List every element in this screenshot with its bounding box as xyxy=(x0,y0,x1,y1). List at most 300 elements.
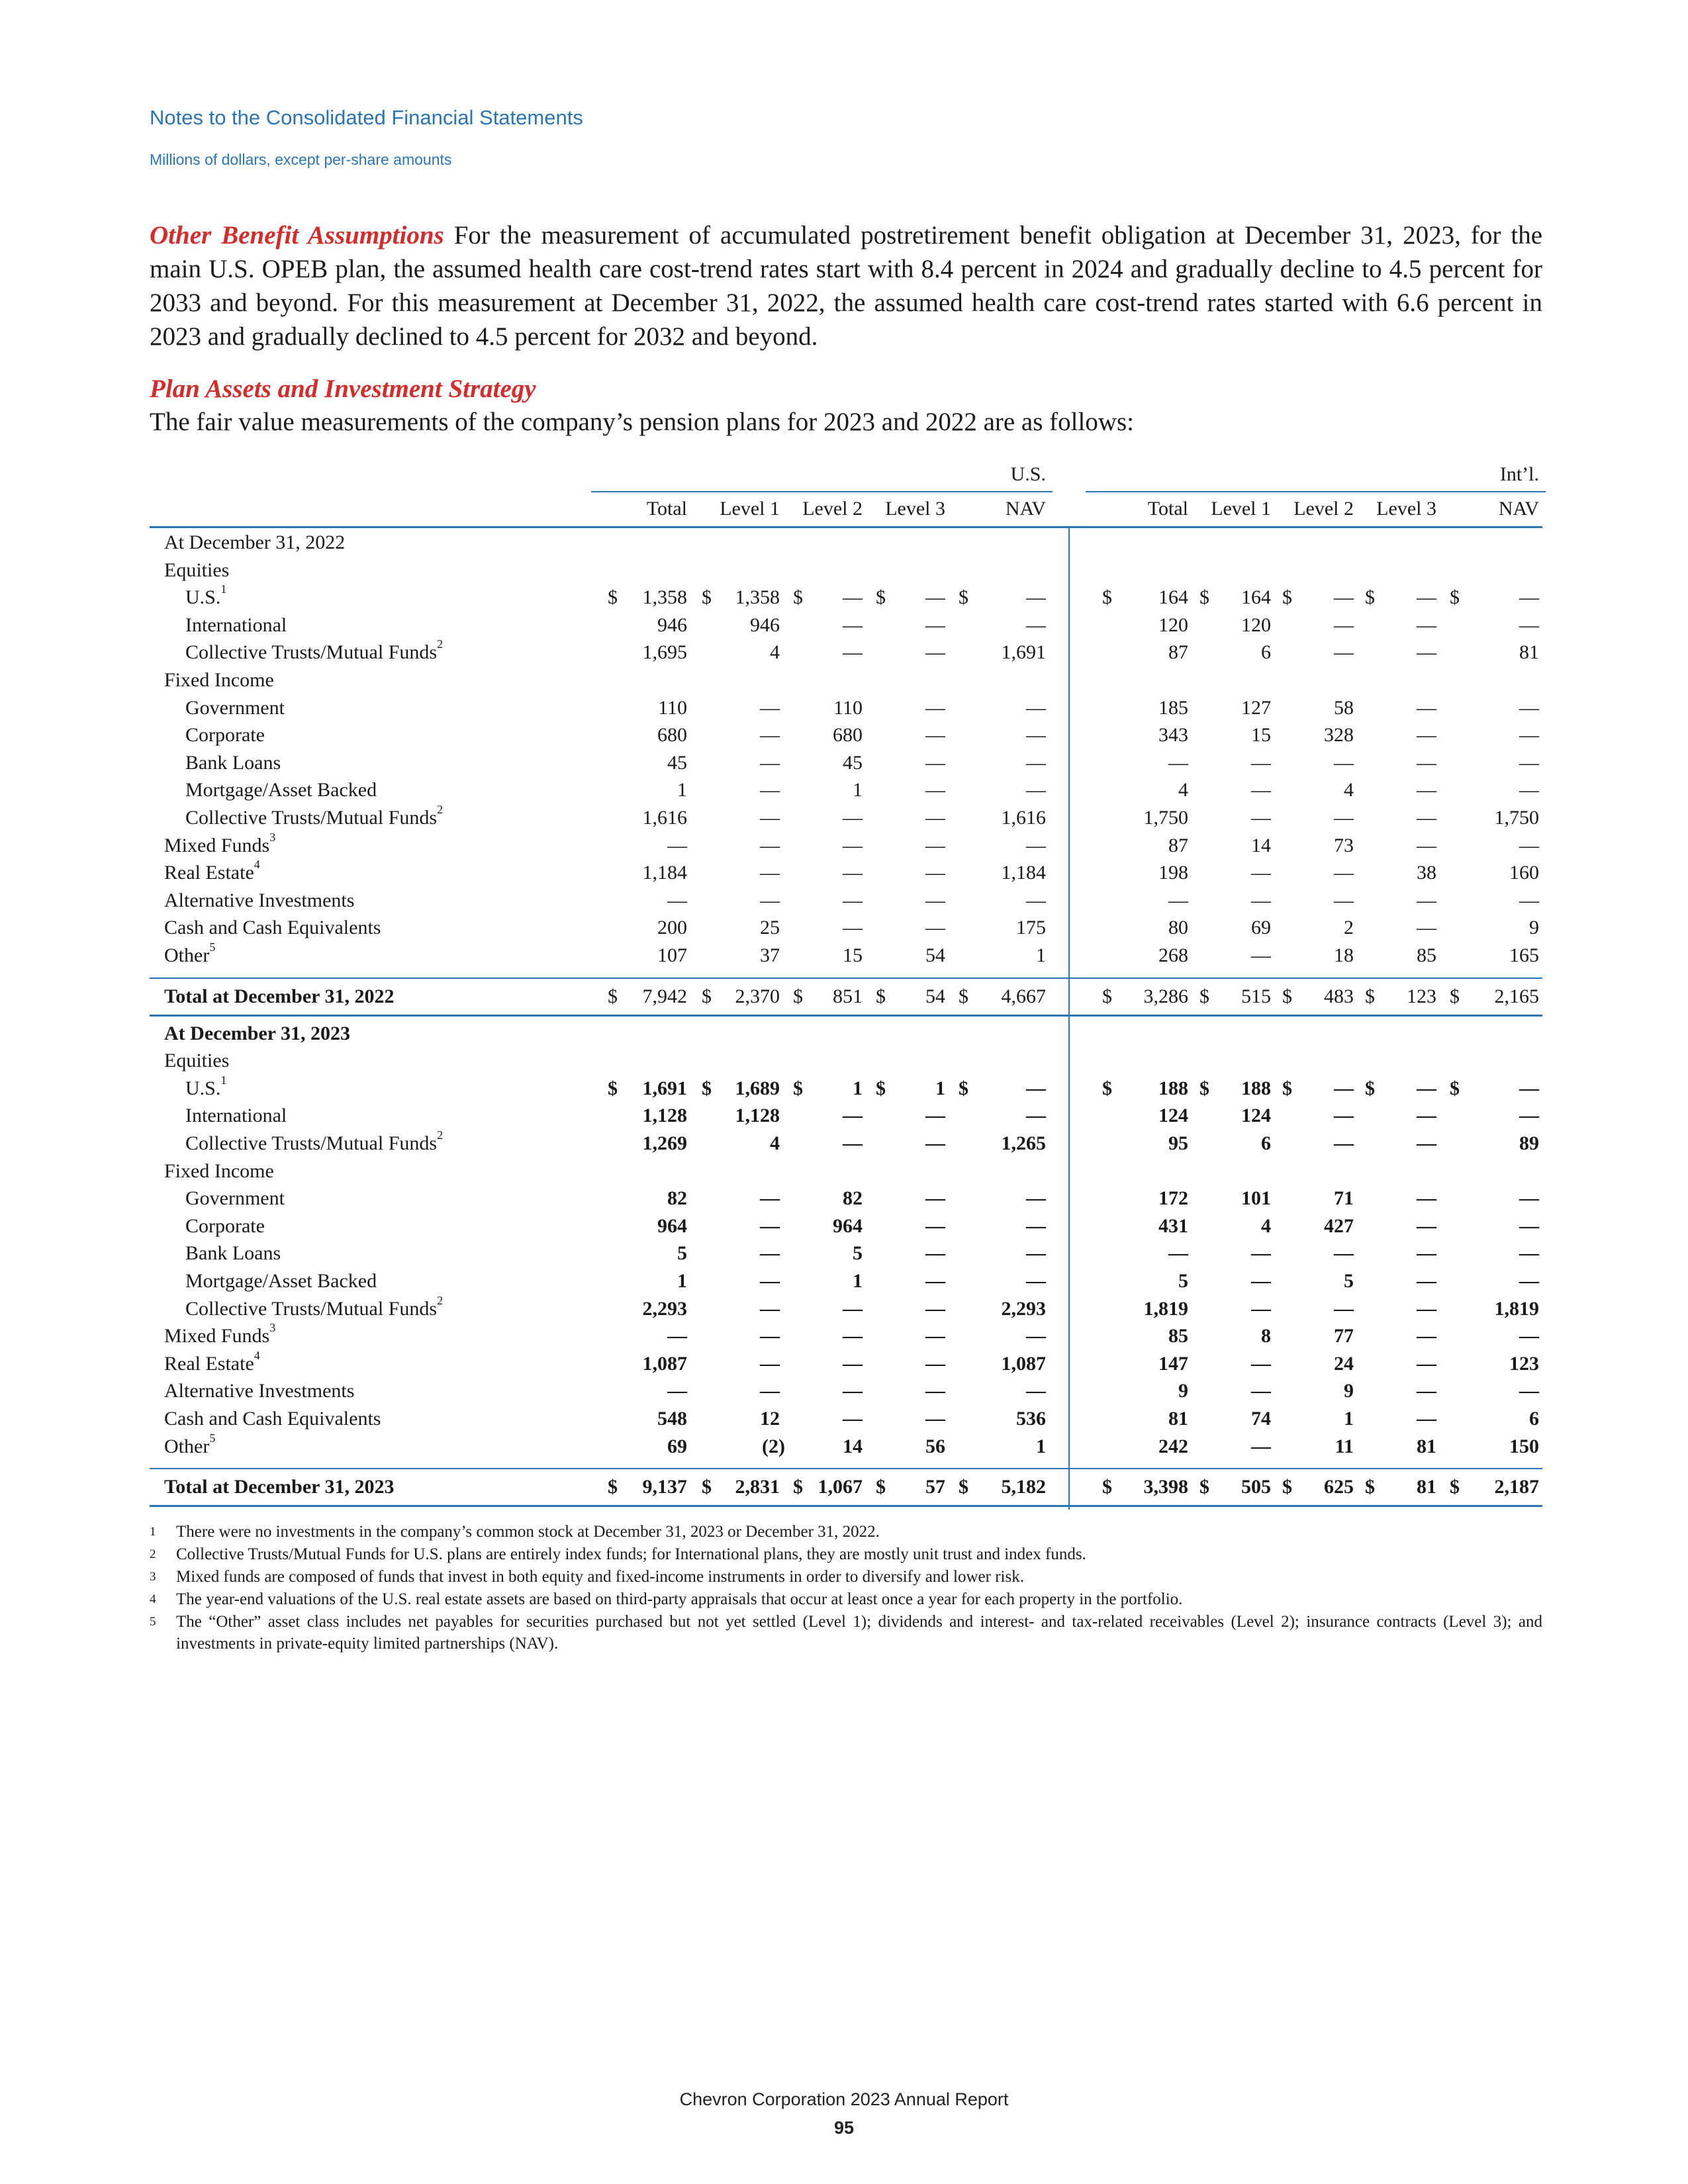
footnote-ref: 2 xyxy=(437,1128,444,1142)
table-cell: 3,398 xyxy=(1143,1476,1188,1498)
row-label xyxy=(164,917,381,939)
total-rule-bottom xyxy=(150,1015,1542,1017)
table-cell: 5 xyxy=(677,1242,687,1265)
table-cell: 81 xyxy=(1168,1408,1188,1430)
table-cell: 1 xyxy=(677,779,687,801)
row-label xyxy=(164,1348,260,1375)
table-cell: — xyxy=(1417,1380,1436,1402)
table-cell: — xyxy=(1026,1380,1046,1402)
table-cell: — xyxy=(1417,614,1436,636)
row-label-text: U.S. xyxy=(185,586,221,609)
table-cell: 1,691 xyxy=(642,1077,687,1099)
table-cell: — xyxy=(1334,586,1354,609)
table-cell: 343 xyxy=(1158,724,1188,747)
table-cell: — xyxy=(1026,1270,1046,1292)
dollar-sign: $ xyxy=(959,586,968,609)
table-cell: 328 xyxy=(1324,724,1354,747)
table-cell: 82 xyxy=(667,1187,687,1210)
table-cell: 9 xyxy=(1529,917,1539,939)
table-cell: (2) xyxy=(762,1435,785,1457)
table-cell: — xyxy=(925,1242,945,1265)
table-cell: — xyxy=(925,1187,945,1210)
table-cell: — xyxy=(843,614,863,636)
table-cell: — xyxy=(843,586,863,609)
dollar-sign: $ xyxy=(608,1077,618,1099)
row-label xyxy=(185,724,265,747)
table-cell: 1 xyxy=(935,1077,945,1099)
row-label-text: Cash and Cash Equivalents xyxy=(164,1408,381,1430)
table-cell: — xyxy=(1519,1380,1539,1402)
table-cell: — xyxy=(843,1380,863,1402)
table-cell: 1,750 xyxy=(1494,807,1539,829)
row-label-text: U.S. xyxy=(185,1077,221,1099)
header-rule xyxy=(150,526,1542,528)
dollar-sign: $ xyxy=(1450,1077,1460,1099)
table-cell: 110 xyxy=(658,696,687,719)
table-cell: — xyxy=(1417,1297,1436,1320)
units-note: Millions of dollars, except per-share amounts xyxy=(150,151,452,168)
footnote-ref: 3 xyxy=(269,1321,276,1335)
table-cell: 1 xyxy=(1036,1435,1046,1457)
table-cell: — xyxy=(925,834,945,856)
footnote-ref: 5 xyxy=(209,1431,216,1445)
table-cell: — xyxy=(760,1325,780,1347)
table-cell: 185 xyxy=(1158,696,1188,719)
group-divider xyxy=(1068,527,1070,1510)
table-cell: — xyxy=(1519,586,1539,609)
table-cell: 1 xyxy=(1036,944,1046,966)
row-label xyxy=(185,637,444,664)
row-label xyxy=(185,614,287,637)
table-cell: — xyxy=(760,1187,780,1210)
row-label-text: Other xyxy=(164,944,210,966)
row-label xyxy=(164,531,345,554)
table-cell: 9,137 xyxy=(642,1476,687,1498)
dollar-sign: $ xyxy=(1102,1476,1112,1498)
footnote xyxy=(150,1611,1542,1655)
table-cell: 431 xyxy=(1158,1214,1188,1237)
table-cell: 147 xyxy=(1158,1352,1188,1375)
table-cell: — xyxy=(760,1242,780,1265)
dollar-sign: $ xyxy=(793,586,803,609)
table-cell: — xyxy=(1519,1242,1539,1265)
footnote-ref: 4 xyxy=(254,1348,260,1362)
footnote xyxy=(150,1521,1542,1543)
footnote-number: 5 xyxy=(150,1615,156,1629)
table-cell: 123 xyxy=(1407,985,1436,1007)
column-header: Total xyxy=(646,498,687,520)
table-cell: 4,667 xyxy=(1001,985,1046,1007)
table-cell: — xyxy=(760,834,780,856)
row-label xyxy=(185,803,444,829)
table-cell: — xyxy=(1417,1325,1436,1347)
dollar-sign: $ xyxy=(1282,1077,1292,1099)
table-cell: 165 xyxy=(1509,944,1539,966)
table-cell: 127 xyxy=(1241,696,1271,719)
table-cell: 172 xyxy=(1158,1187,1188,1210)
table-cell: — xyxy=(1026,779,1046,801)
table-cell: 9 xyxy=(1344,1380,1354,1402)
table-cell: — xyxy=(925,586,945,609)
row-label-text: Cash and Cash Equivalents xyxy=(164,917,381,939)
table-cell: — xyxy=(925,889,945,911)
table-cell: 160 xyxy=(1509,862,1539,884)
table-cell: — xyxy=(1334,1132,1354,1154)
table-cell: — xyxy=(1519,1270,1539,1292)
table-cell: — xyxy=(843,917,863,939)
table-cell: 1,695 xyxy=(642,641,687,664)
row-label xyxy=(185,752,281,774)
table-cell: 680 xyxy=(833,724,863,747)
dollar-sign: $ xyxy=(1365,985,1375,1007)
table-cell: — xyxy=(1519,1077,1539,1099)
table-cell: — xyxy=(925,862,945,884)
table-cell: — xyxy=(1417,1132,1436,1154)
row-label-text: Government xyxy=(185,1187,285,1210)
table-cell: 946 xyxy=(657,614,687,636)
footnote-number: 4 xyxy=(150,1592,156,1606)
row-label-text: Fixed Income xyxy=(164,1160,274,1182)
plan-assets-heading: Plan Assets and Investment Strategy xyxy=(150,375,536,403)
table-cell: — xyxy=(760,1297,780,1320)
dollar-sign: $ xyxy=(1102,1077,1112,1099)
table-cell: 1,691 xyxy=(1001,641,1046,664)
table-cell: 77 xyxy=(1334,1325,1354,1347)
table-cell: 54 xyxy=(925,944,945,966)
table-cell: — xyxy=(1334,1297,1354,1320)
table-cell: — xyxy=(760,696,780,719)
row-label-text: Fixed Income xyxy=(164,669,274,691)
table-cell: — xyxy=(925,1352,945,1375)
table-cell: — xyxy=(1334,1242,1354,1265)
row-label-text: Collective Trusts/Mutual Funds xyxy=(185,1132,438,1154)
dollar-sign: $ xyxy=(1199,586,1209,609)
table-cell: — xyxy=(925,1297,945,1320)
table-cell: 101 xyxy=(1241,1187,1271,1210)
footnote-ref: 1 xyxy=(220,1073,227,1087)
table-cell: — xyxy=(925,1132,945,1154)
dollar-sign: $ xyxy=(959,985,968,1007)
total-row-label xyxy=(164,985,394,1008)
row-label-text: Equities xyxy=(164,559,230,581)
table-cell: — xyxy=(760,724,780,747)
table-cell: — xyxy=(1251,944,1271,966)
dollar-sign: $ xyxy=(1365,1077,1375,1099)
table-cell: 1,358 xyxy=(735,586,780,609)
row-label xyxy=(185,1293,444,1320)
table-cell: — xyxy=(1417,1408,1436,1430)
table-cell: — xyxy=(1417,1187,1436,1210)
table-cell: — xyxy=(1251,779,1271,801)
table-cell: 87 xyxy=(1168,641,1188,664)
table-cell: — xyxy=(1026,614,1046,636)
table-cell: — xyxy=(1026,1325,1046,1347)
group-header-intl: Int’l. xyxy=(1499,463,1539,485)
table-cell: — xyxy=(1334,641,1354,664)
column-header: NAV xyxy=(1005,498,1046,520)
footnote xyxy=(150,1543,1542,1565)
row-label xyxy=(164,669,274,692)
row-label xyxy=(185,1128,444,1155)
table-cell: — xyxy=(667,889,687,911)
table-cell: 5 xyxy=(853,1242,863,1265)
table-cell: 4 xyxy=(770,1132,780,1154)
table-cell: — xyxy=(667,834,687,856)
dollar-sign: $ xyxy=(1365,1476,1375,1498)
table-cell: 2,370 xyxy=(735,985,780,1007)
table-cell: — xyxy=(1417,1077,1436,1099)
dollar-sign: $ xyxy=(1282,985,1292,1007)
table-cell: 188 xyxy=(1241,1077,1271,1099)
column-header: Total xyxy=(1147,498,1188,520)
table-cell: 946 xyxy=(750,614,780,636)
group-header-us: U.S. xyxy=(1010,463,1046,485)
table-cell: 25 xyxy=(760,917,780,939)
table-cell: 198 xyxy=(1158,862,1188,884)
table-cell: — xyxy=(1168,1242,1188,1265)
table-cell: — xyxy=(1168,889,1188,911)
table-cell: 164 xyxy=(1158,586,1188,609)
table-cell: — xyxy=(1251,889,1271,911)
table-cell: — xyxy=(760,1380,780,1402)
table-cell: 515 xyxy=(1241,985,1271,1007)
row-label xyxy=(185,779,377,801)
plan-assets-text: The fair value measurements of the company’s pension plans for 2023 and 2022 are as follows: xyxy=(150,408,1135,436)
dollar-sign: $ xyxy=(1102,586,1112,609)
table-cell: 15 xyxy=(1251,724,1271,747)
table-cell: — xyxy=(1334,1077,1354,1099)
table-cell: — xyxy=(760,807,780,829)
total-rule-top xyxy=(150,978,1542,979)
dollar-sign: $ xyxy=(1282,1476,1292,1498)
row-label-text: Alternative Investments xyxy=(164,889,355,911)
dollar-sign: $ xyxy=(702,586,712,609)
table-cell: — xyxy=(760,862,780,884)
row-label-text: Collective Trusts/Mutual Funds xyxy=(185,1297,438,1320)
table-cell: — xyxy=(1026,586,1046,609)
row-label-text: Total at December 31, 2023 xyxy=(164,1476,395,1498)
table-cell: — xyxy=(1251,1242,1271,1265)
table-cell: — xyxy=(925,751,945,774)
table-cell: 1,269 xyxy=(642,1132,687,1154)
dollar-sign: $ xyxy=(1199,1077,1209,1099)
row-label xyxy=(164,1431,216,1458)
column-header: Level 1 xyxy=(1211,498,1271,520)
table-cell: — xyxy=(1417,1214,1436,1237)
dollar-sign: $ xyxy=(608,586,618,609)
column-header: Level 2 xyxy=(1293,498,1354,520)
row-label-text: Mixed Funds xyxy=(164,834,270,856)
table-cell: — xyxy=(1251,1297,1271,1320)
table-cell: — xyxy=(1334,1105,1354,1127)
table-cell: 1,616 xyxy=(1001,807,1046,829)
table-cell: — xyxy=(925,1105,945,1127)
table-cell: — xyxy=(843,1132,863,1154)
table-cell: — xyxy=(1417,834,1436,856)
table-cell: 38 xyxy=(1417,862,1436,884)
footnote-text: There were no investments in the company’s common stock at December 31, 2023 or December 31, 2022. xyxy=(176,1523,880,1541)
table-cell: 3,286 xyxy=(1143,985,1188,1007)
table-cell: 81 xyxy=(1519,641,1539,664)
dollar-sign: $ xyxy=(959,1476,968,1498)
table-cell: — xyxy=(843,641,863,664)
table-cell: — xyxy=(843,1352,863,1375)
footnote-ref: 4 xyxy=(254,858,260,872)
table-cell: 110 xyxy=(833,696,863,719)
table-cell: 150 xyxy=(1509,1435,1539,1457)
table-cell: 5,182 xyxy=(1001,1476,1046,1498)
table-cell: 1,689 xyxy=(735,1077,780,1099)
table-cell: 120 xyxy=(1241,614,1271,636)
row-label-text: Government xyxy=(185,696,285,719)
table-cell: 2,293 xyxy=(642,1297,687,1320)
table-cell: 2,187 xyxy=(1494,1476,1539,1498)
other-benefit-paragraph xyxy=(150,218,1542,353)
table-cell: 124 xyxy=(1241,1105,1271,1127)
group-rule-intl xyxy=(1086,491,1546,492)
table-cell: 188 xyxy=(1158,1077,1188,1099)
table-cell: 4 xyxy=(1344,779,1354,801)
table-cell: 123 xyxy=(1509,1352,1539,1375)
table-cell: — xyxy=(1417,807,1436,829)
row-label xyxy=(164,1050,229,1072)
table-cell: 1,184 xyxy=(642,862,687,884)
table-cell: 4 xyxy=(1261,1214,1271,1237)
table-cell: — xyxy=(925,1270,945,1292)
dollar-sign: $ xyxy=(702,1476,712,1498)
table-cell: 483 xyxy=(1324,985,1354,1007)
table-cell: — xyxy=(1251,807,1271,829)
column-header: Level 3 xyxy=(1376,498,1436,520)
table-cell: — xyxy=(925,641,945,664)
table-cell: — xyxy=(843,1297,863,1320)
dollar-sign: $ xyxy=(1450,586,1460,609)
dollar-sign: $ xyxy=(702,1077,712,1099)
table-cell: 6 xyxy=(1261,641,1271,664)
total-rule-bottom xyxy=(150,1505,1542,1507)
table-cell: — xyxy=(925,1214,945,1237)
footnote-text: The “Other” asset class includes net payables for securities purchased but not yet settled (Level 1); dividends and interest- and tax-related receivables (Level 2); insurance contracts (Level 3); and investments in private-equity limited partnerships (NAV). xyxy=(176,1613,1542,1653)
table-cell: — xyxy=(1417,586,1436,609)
table-cell: — xyxy=(1334,751,1354,774)
column-header: Level 3 xyxy=(885,498,945,520)
table-cell: 45 xyxy=(667,751,687,774)
other-benefit-text: For the measurement of accumulated postretirement benefit obligation at December 31, 2023, for the main U.S. OPEB plan, the assumed health care cost-trend rates start with 8.4 percent in 2024 and gradually decline to 4.5 percent for 2033 and beyond. For this measurement at December 31, 2022, the assumed health care cost-trend rates started with 6.6 percent in 2023 and gradually declined to 4.5 percent for 2032 and beyond. xyxy=(150,221,1542,351)
row-label xyxy=(185,582,227,609)
table-cell: 427 xyxy=(1324,1214,1354,1237)
table-cell: 120 xyxy=(1158,614,1188,636)
dollar-sign: $ xyxy=(876,1476,886,1498)
table-cell: — xyxy=(760,751,780,774)
table-cell: 1,128 xyxy=(735,1105,780,1127)
table-cell: 1,819 xyxy=(1494,1297,1539,1320)
footnote-text: The year-end valuations of the U.S. real estate assets are based on third-party appraisals that occur at least once a year for each property in the portfolio. xyxy=(176,1590,1183,1608)
table-cell: 14 xyxy=(1251,834,1271,856)
row-label-text: Bank Loans xyxy=(185,751,281,774)
table-cell: — xyxy=(1334,889,1354,911)
row-label xyxy=(185,1242,281,1265)
table-cell: 1 xyxy=(853,1077,863,1099)
dollar-sign: $ xyxy=(1365,586,1375,609)
table-cell: — xyxy=(1026,1077,1046,1099)
footnote-ref: 1 xyxy=(220,582,227,596)
table-cell: 548 xyxy=(657,1408,687,1430)
table-cell: 8 xyxy=(1261,1325,1271,1347)
table-cell: — xyxy=(760,1270,780,1292)
table-cell: — xyxy=(843,807,863,829)
dollar-sign: $ xyxy=(702,985,712,1007)
table-cell: 7,942 xyxy=(642,985,687,1007)
dollar-sign: $ xyxy=(876,1077,886,1099)
row-label-text: Mixed Funds xyxy=(164,1325,270,1347)
group-rule-us xyxy=(591,491,1053,492)
row-label-text: Equities xyxy=(164,1050,230,1072)
table-cell: 964 xyxy=(657,1214,687,1237)
table-cell: — xyxy=(1168,751,1188,774)
table-cell: — xyxy=(843,1408,863,1430)
table-cell: — xyxy=(1417,889,1436,911)
table-cell: — xyxy=(1417,917,1436,939)
table-cell: 851 xyxy=(833,985,863,1007)
row-label-text: Other xyxy=(164,1435,210,1457)
table-cell: 11 xyxy=(1335,1435,1354,1457)
table-cell: 54 xyxy=(925,985,945,1007)
table-cell: 536 xyxy=(1016,1408,1046,1430)
row-label xyxy=(164,1321,276,1347)
table-cell: — xyxy=(1251,862,1271,884)
table-cell: — xyxy=(1334,807,1354,829)
footnote-ref: 2 xyxy=(437,803,444,816)
table-cell: — xyxy=(925,917,945,939)
table-cell: 1,358 xyxy=(642,586,687,609)
table-cell: 1,184 xyxy=(1001,862,1046,884)
table-cell: — xyxy=(1519,889,1539,911)
table-cell: — xyxy=(1334,614,1354,636)
row-label-text: International xyxy=(185,614,287,636)
footnote-number: 2 xyxy=(150,1547,156,1561)
table-cell: 9 xyxy=(1178,1380,1188,1402)
table-cell: 1 xyxy=(677,1270,687,1292)
row-label xyxy=(185,1105,287,1127)
table-cell: — xyxy=(1251,1352,1271,1375)
row-label-text: At December 31, 2023 xyxy=(164,1022,351,1044)
table-cell: 1,087 xyxy=(1001,1352,1046,1375)
table-cell: — xyxy=(1417,751,1436,774)
table-cell: 505 xyxy=(1241,1476,1271,1498)
table-cell: — xyxy=(843,862,863,884)
row-label-text: Mortgage/Asset Backed xyxy=(185,1270,377,1292)
table-cell: — xyxy=(843,889,863,911)
table-cell: 1,087 xyxy=(642,1352,687,1375)
row-label xyxy=(164,1408,381,1430)
table-cell: 625 xyxy=(1324,1476,1354,1498)
table-cell: — xyxy=(925,724,945,747)
table-cell: — xyxy=(760,779,780,801)
table-cell: 37 xyxy=(760,944,780,966)
row-label xyxy=(164,1023,350,1045)
table-cell: 45 xyxy=(843,751,863,774)
footnote-ref: 5 xyxy=(209,940,216,954)
table-cell: 107 xyxy=(657,944,687,966)
table-cell: 268 xyxy=(1158,944,1188,966)
table-cell: 24 xyxy=(1334,1352,1354,1375)
row-label xyxy=(164,830,276,857)
table-cell: 164 xyxy=(1241,586,1271,609)
row-label xyxy=(185,697,285,719)
dollar-sign: $ xyxy=(1450,985,1460,1007)
table-cell: 14 xyxy=(843,1435,863,1457)
table-cell: — xyxy=(843,1325,863,1347)
